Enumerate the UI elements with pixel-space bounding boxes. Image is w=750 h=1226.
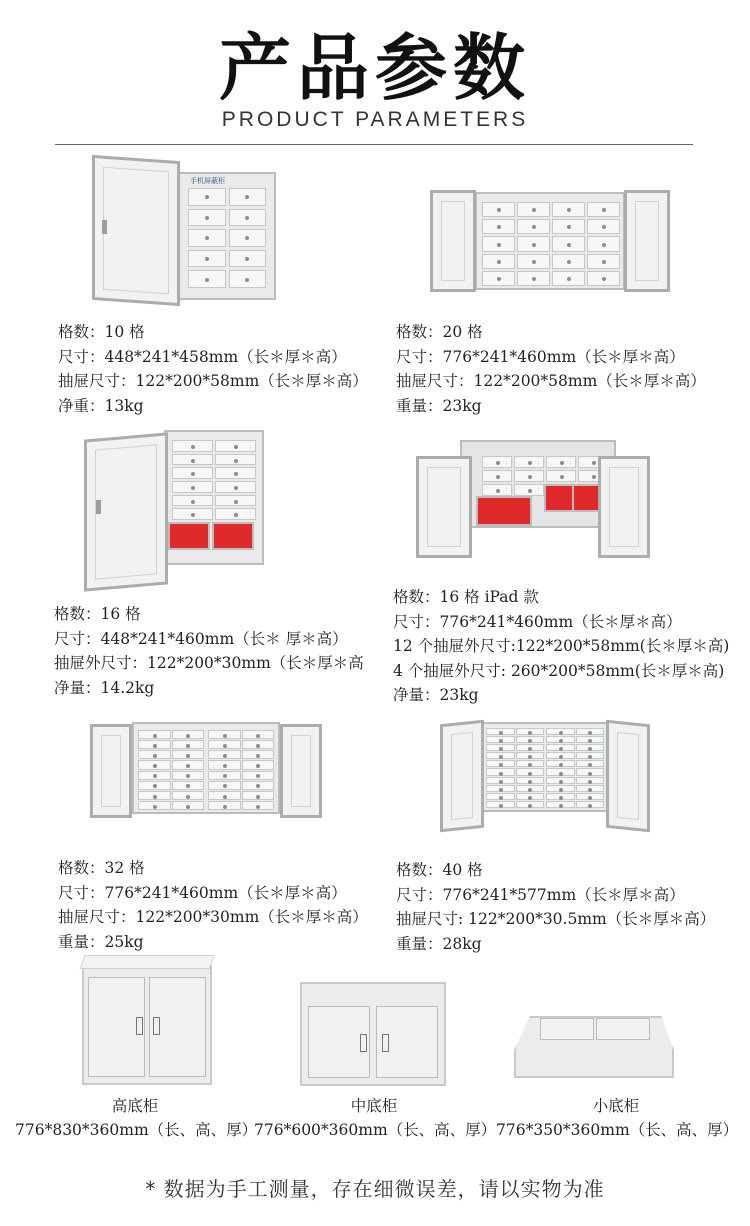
- product-image-32-cell: [90, 722, 322, 818]
- product-specs-4: 格数：16 格 iPad 款 尺寸：776*241*460mm（长＊厚＊高） 12 个抽屉外尺寸:122*200*58mm(长＊厚＊高) 4 个抽屉外尺寸: 260*200*58mm(长＊厚＊高) 净量：23kg: [393, 588, 730, 704]
- product-specs-5: 格数：32 格 尺寸：776*241*460mm（长＊厚＊高） 抽屉尺寸：122*200*30mm（长＊厚＊高） 重量：25kg: [58, 859, 368, 951]
- base-cabinet-medium-image: [300, 982, 446, 1086]
- base-cabinet-medium-label: 中底柜 776*600*360mm（长、高、厚）: [254, 1097, 497, 1139]
- product-image-40-cell: [440, 722, 650, 832]
- footer-disclaimer: * 数据为手工测量，存在细微误差，请以实物为准: [145, 1177, 605, 1201]
- cabinet-brand-label: 手机屏蔽柜: [190, 177, 225, 185]
- base-cabinet-tall-image: [82, 955, 216, 1087]
- product-specs-2: 格数：20 格 尺寸：776*241*460mm（长＊厚＊高） 抽屉尺寸：122*200*58mm（长＊厚＊高） 重量：23kg: [396, 323, 706, 415]
- base-cabinet-small-label: 小底柜 776*350*360mm（长、高、厚）: [496, 1097, 739, 1139]
- product-image-16-cell-ipad: [416, 440, 650, 560]
- page-title: 产品参数: [218, 26, 531, 110]
- page-subtitle: PRODUCT PARAMETERS: [221, 108, 529, 131]
- product-specs-1: 格数：10 格 尺寸：448*241*458mm（长＊厚＊高） 抽屉尺寸：122*200*58mm（长＊厚＊高） 净重：13kg: [58, 323, 368, 415]
- base-cabinet-tall-label: 高底柜 776*830*360mm（长、高、厚）: [15, 1097, 258, 1139]
- product-image-16-cell: [84, 430, 266, 590]
- product-image-20-cell: [430, 188, 670, 293]
- product-specs-3: 格数：16 格 尺寸：448*241*460mm（长＊ 厚＊高） 抽屉外尺寸：122*200*30mm（长＊厚＊高 净量：14.2kg: [54, 605, 364, 697]
- title-divider: [55, 144, 693, 145]
- product-image-10-cell: [92, 158, 282, 303]
- base-cabinet-small-image: [514, 1006, 674, 1078]
- product-specs-6: 格数：40 格 尺寸：776*241*577mm（长＊厚＊高） 抽屉尺寸: 122*200*30.5mm（长＊厚＊高） 重量：28kg: [396, 861, 716, 953]
